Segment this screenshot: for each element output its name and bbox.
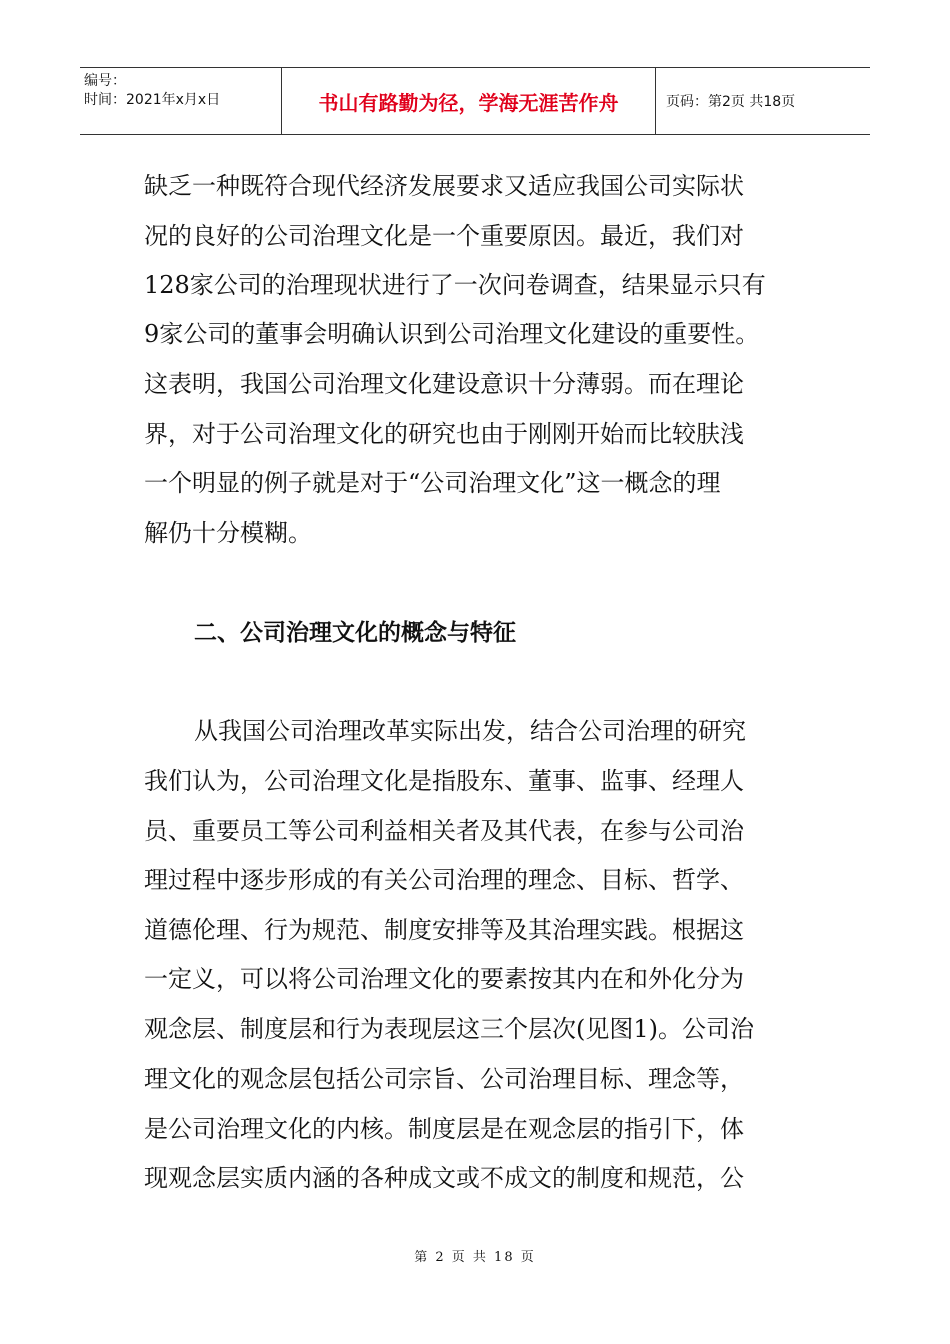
body-line: 观念层、制度层和行为表现层这三个层次(见图1)。公司治 [144,1015,754,1043]
section-heading: 二、公司治理文化的概念与特征 [194,620,516,646]
body-line: 解仍十分模糊。 [144,519,312,547]
body-line: 一个明显的例子就是对于“公司治理文化”这一概念的理 [144,469,721,497]
body-line: 道德伦理、行为规范、制度安排等及其治理实践。根据这 [144,916,744,944]
body-line: 一定义，可以将公司治理文化的要素按其内在和外化分为 [144,965,744,993]
body-line: 从我国公司治理改革实际出发，结合公司治理的研究 [194,717,746,745]
body-line: 现观念层实质内涵的各种成文或不成文的制度和规范，公 [144,1164,744,1192]
body-line: 缺乏一种既符合现代经济发展要求又适应我国公司实际状 [144,172,744,200]
header-number-label: 编号： [84,73,126,89]
body-line: 况的良好的公司治理文化是一个重要原因。最近，我们对 [144,222,744,250]
page-footer: 第 2 页 共 18 页 [414,1250,536,1265]
body-line: 是公司治理文化的内核。制度层是在观念层的指引下，体 [144,1115,744,1143]
header-page-info: 页码：第2页 共18页 [666,94,796,110]
header-meta [80,68,282,134]
body-line: 这表明，我国公司治理文化建设意识十分薄弱。而在理论 [144,370,744,398]
body-line: 员、重要员工等公司利益相关者及其代表，在参与公司治 [144,817,744,845]
header-date: 时间：2021年x月x日 [84,92,221,108]
body-line: 我们认为，公司治理文化是指股东、董事、监事、经理人 [144,767,744,795]
body-line: 理过程中逐步形成的有关公司治理的理念、目标、哲学、 [144,866,744,894]
body-line: 界，对于公司治理文化的研究也由于刚刚开始而比较肤浅 [144,420,744,448]
body-line: 128家公司的治理现状进行了一次问卷调查，结果显示只有 [144,271,766,299]
header-motto: 书山有路勤为径，学海无涯苦作舟 [282,68,656,134]
page-header [80,67,870,135]
body-line: 理文化的观念层包括公司宗旨、公司治理目标、理念等， [144,1065,744,1093]
body-line: 9家公司的董事会明确认识到公司治理文化建设的重要性。 [144,320,760,348]
